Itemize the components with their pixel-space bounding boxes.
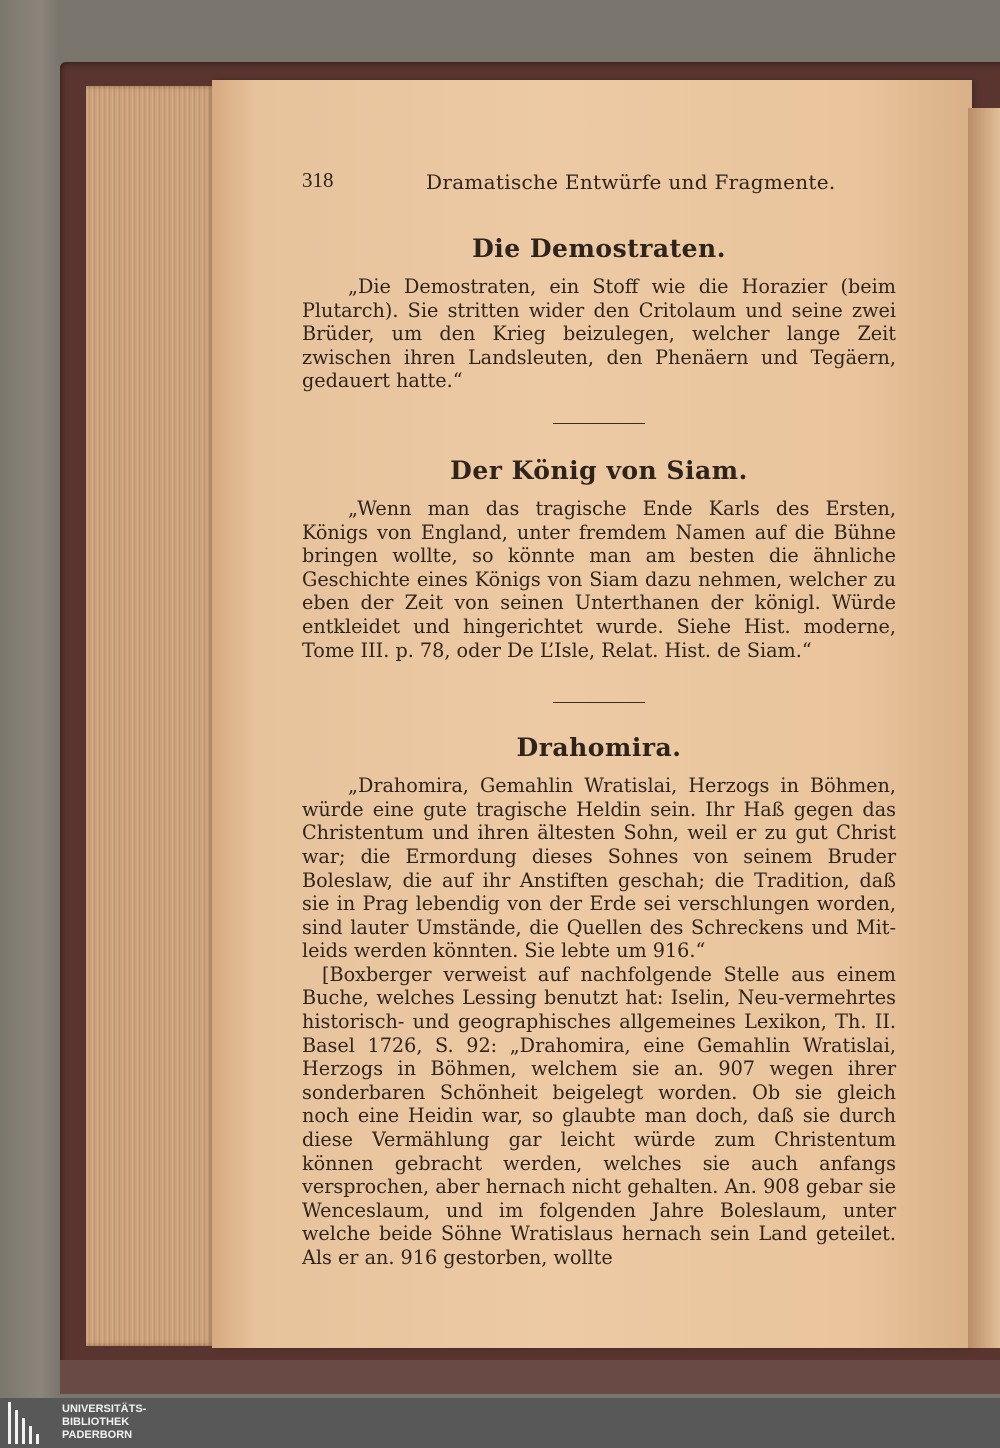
library-logo-text: [62, 1403, 146, 1442]
section-divider: [553, 702, 645, 703]
book-cover-edge: [60, 1360, 1000, 1394]
section-title-demostraten: Die Demostraten.: [472, 234, 726, 263]
logo-line: PADERBORN: [62, 1429, 133, 1441]
page-edges: [86, 86, 216, 1346]
facing-page-edge: [968, 108, 1000, 1348]
paragraph-demostraten: „Die Demostraten, ein Stoff wie die Horazier (beim Plutarch). Sie stritten wider den Critolaum und seine zwei Brüder, um den Krieg beizulegen, welcher lange Zeit zwischen ihren Landsleuten, den Phenäern und Tegäern, gedauert hatte.“: [302, 275, 896, 393]
paragraph-boxberger-note: [Boxberger verweist auf nachfolgende Stelle aus einem Buche, welches Lessing benutzt hat: Iselin, Neu-vermehrtes historisch- und geographisches allgemeines Lexikon, Th. II. Basel 1726, S. 92: „Drahomira, eine Gemahlin Wratislai, Herzogs in Böhmen, welchem sie an. 907 wegen ihrer sonderbaren Schönheit beigelegt worden. Ob sie gleich noch eine Heidin war, so glaubte man doch, daß sie durch diese Vermählung gar leicht würde zum Christentum können gebracht werden, welches sie auch anfangs versprochen, aber hernach nicht gehalten. An. 908 gebar sie Wenceslaum, und im folgenden Jahre Boleslaum, unter welche beide Söhne Wratislaus hernach sein Land geteilet. Als er an. 916 gestorben, wollte: [302, 962, 896, 1269]
section-title-koenig-von-siam: Der König von Siam.: [450, 455, 748, 485]
library-footer: [0, 1398, 1000, 1448]
section-divider: [553, 423, 645, 424]
running-title: Dramatische Entwürfe und Fragmente.: [426, 170, 836, 194]
page-text: [302, 168, 896, 1270]
section-title-drahomira: Drahomira.: [516, 733, 682, 763]
paragraph-drahomira: „Drahomira, Gemahlin Wratislai, Herzogs in Böhmen, würde eine gute tragische Heldin sein. Ihr Haß gegen das Christentum und ihren ältesten Sohn, weil er zu gut Christ war; die Ermordung dieses Sohnes von seinem Bruder Boleslaw, die auf ihr Anstiften geschah; die Tradition, daß sie in Prag lebendig von der Erde sei verschlungen worden, sind lauter Umstände, die Quellen des Schreckens und Mitleids werden könnten. Sie lebte um 916.“: [302, 774, 896, 963]
logo-line: UNIVERSITÄTS-: [62, 1403, 147, 1415]
paragraph-koenig-von-siam: „Wenn man das tragische Ende Karls des Ersten, Königs von England, unter fremdem Namen auf die Bühne bringen wollte, so könnte man am besten die ähnliche Geschichte eines Königs von Siam dazu nehmen, welcher zu eben der Zeit von seinen Unterthanen der königl. Würde entkleidet und hingerichtet wurde. Siehe Hist. moderne, Tome III. p. 78, oder De L’Isle, Relat. Hist. de Siam.“: [302, 496, 896, 662]
library-logo-icon: [8, 1402, 44, 1444]
logo-line: BIBLIOTHEK: [62, 1416, 130, 1428]
page-number: 318: [302, 168, 334, 192]
running-header: [302, 168, 896, 198]
